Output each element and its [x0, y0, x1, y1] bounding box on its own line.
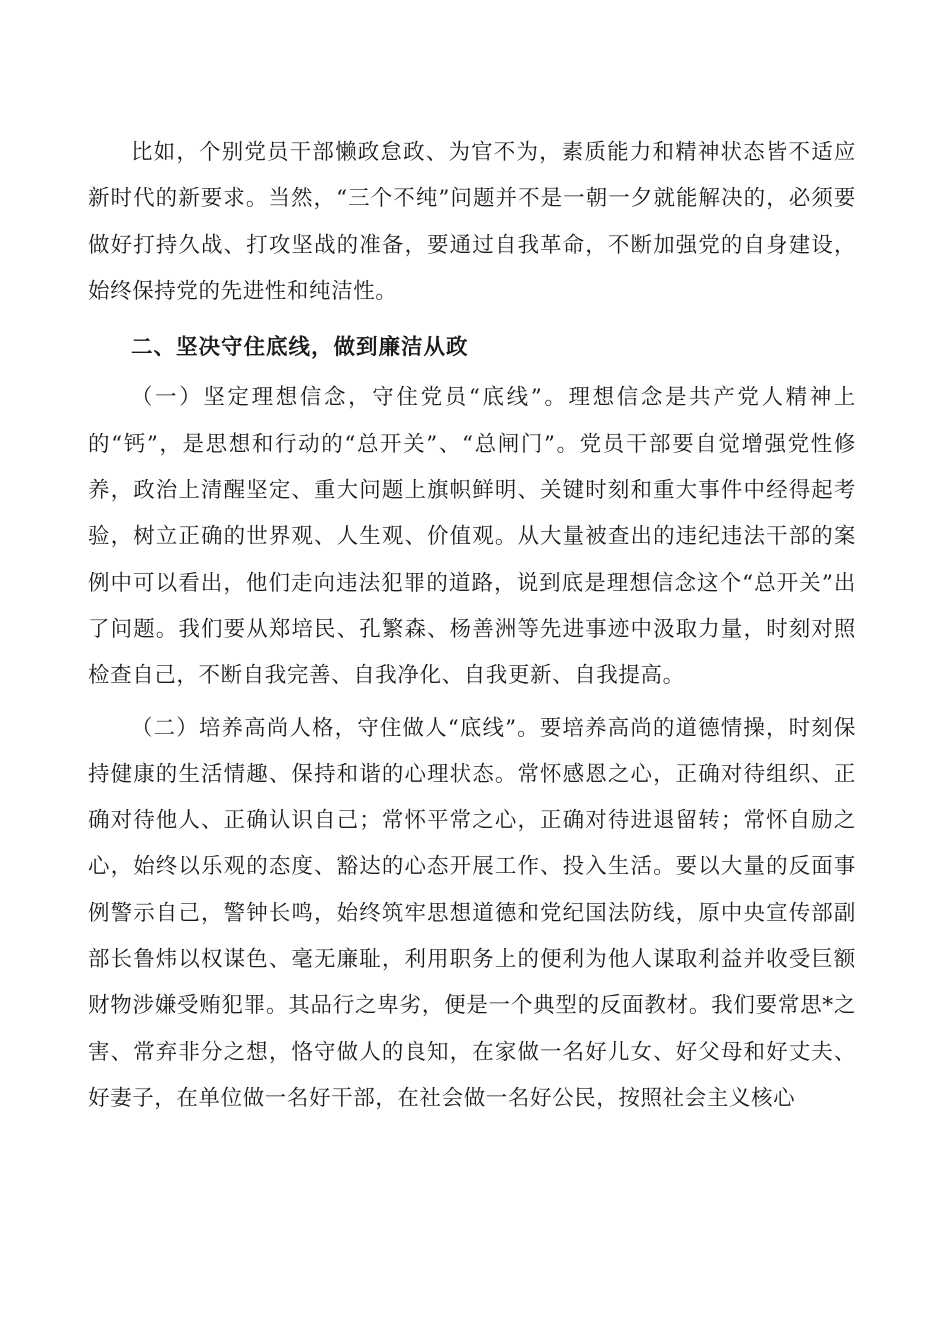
document-body [88, 130, 856, 1122]
paragraph-character: （二）培养高尚人格，守住做人“底线”。要培养高尚的道德情操，时刻保持健康的生活情趣、保持和谐的心理状态。常怀感恩之心，正确对待组织、正确对待他人、正确认识自己；常怀平常之心，正确对待进退留转；常怀自励之心，始终以乐观的态度、豁达的心态开展工作、投入生活。要以大量的反面事例警示自己，警钟长鸣，始终筑牢思想道德和党纪国法防线，原中央宣传部副部长鲁炜以权谋色、毫无廉耻，利用职务上的便利为他人谋取利益并收受巨额财物涉嫌受贿犯罪。其品行之卑劣，便是一个典型的反面教材。我们要常思*之害、常弃非分之想，恪守做人的良知，在家做一名好儿女、好父母和好丈夫、好妻子，在单位做一名好干部，在社会做一名好公民，按照社会主义核心 [88, 715, 856, 1111]
section-heading: 二、坚决守住底线，做到廉洁从政 [131, 335, 469, 361]
paragraph-intro: 比如，个别党员干部懒政怠政、为官不为，素质能力和精神状态皆不适应新时代的新要求。当然，“三个不纯”问题并不是一朝一夕就能解决的，必须要做好打持久战、打攻坚战的准备，要通过自我革命，不断加强党的自身建设，始终保持党的先进性和纯洁性。 [88, 140, 856, 304]
paragraph-ideals: （一）坚定理想信念，守住党员“底线”。理想信念是共产党人精神上的“钙”，是思想和行动的“总开关”、“总闸门”。党员干部要自觉增强党性修养，政治上清醒坚定、重大问题上旗帜鲜明、关键时刻和重大事件中经得起考验，树立正确的世界观、人生观、价值观。从大量被查出的违纪违法干部的案例中可以看出，他们走向违法犯罪的道路，说到底是理想信念这个“总开关”出了问题。我们要从郑培民、孔繁森、杨善洲等先进事迹中汲取力量，时刻对照检查自己，不断自我完善、自我净化、自我更新、自我提高。 [88, 385, 856, 689]
